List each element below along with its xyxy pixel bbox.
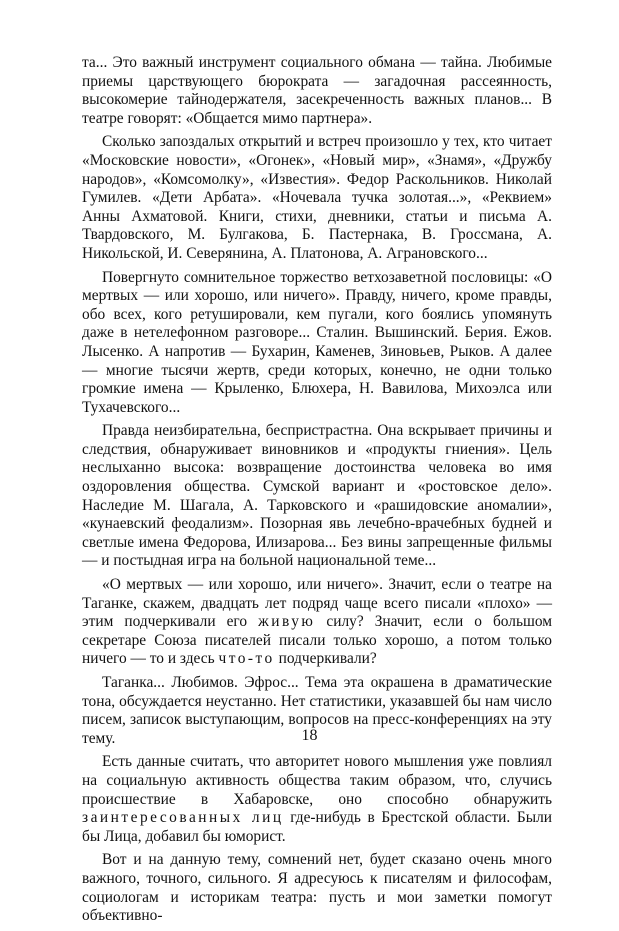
paragraph-3-text: Повергнуто сомнительное торжество ветхозаветной пословицы: «О мертвых — или хорошо, или ничего». Правду, ничего, кроме правды, обо всех, кого ретушировали, кем пугали, кого боялись упомянуть даже в нетелефонном разговоре... Сталин. Вышинский. Берия. Ежов. Лысенко. А напротив — Бухарин, Каменев, Зиновьев, Рыков. А далее — многие тысячи жертв, среди которых, конечно, не одни только громкие имена — Крыленко, Блюхера, Н. Вавилова, Михоэлса или Тухачевского...	[82, 268, 552, 416]
paragraph-4	[82, 422, 552, 571]
paragraph-8	[82, 851, 552, 925]
paragraph-8-text: Вот и на данную тему, сомнений нет, будет сказано очень много важного, точного, сильного. Я адресуюсь к писателям и философам, социологам и историкам театра: пусть и мои заметки помогут объективно-	[82, 851, 552, 925]
paragraph-4-text: Правда неизбирательна, беспристрастна. Она вскрывает причины и следствия, обнаруживает виновников и «продукты гниения». Цель неслыханно высока: возвращение достоинства человека во имя оздоровления общества. Сумской вариант и «ростовское дело». Наследие М. Шагала, А. Тарковского и «рашидовские аномалии», «кунаевский феодализм». Позорная явь лечебно-врачебных будней и светлые имена Федорова, Илизарова... Без вины запрещенные фильмы — и постыдная игра на больной национальной теме...	[82, 422, 552, 570]
paragraph-5-text-a: «О мертвых — или хорошо, или ничего». Значит, если о театре на Таганке, скажем, двадцать лет подряд чаще всего писали «плохо» — этим подчеркивали его	[82, 576, 552, 631]
paragraph-1	[82, 54, 552, 128]
emphasis-spaced-word: заинтересованных лиц	[82, 809, 284, 827]
emphasis-spaced-word: что-то	[218, 650, 275, 668]
paragraph-5-text-c: подчеркивали?	[274, 650, 377, 668]
paragraph-2-text: Сколько запоздалых открытий и встреч произошло у тех, кто читает «Московские новости», «Огонек», «Новый мир», «Знамя», «Дружбу народов», «Комсомолку», «Известия». Федор Раскольников. Николай Гумилев. «Дети Арбата». «Ночевала тучка золотая...», «Реквием» Анны Ахматовой. Книги, стихи, дневники, статьи и письма А. Твардовского, М. Булгакова, Б. Пастернака, В. Гроссмана, А. Никольской, И. Северянина, А. Платонова, А. Аграновского...	[82, 133, 552, 262]
page-number: 18	[301, 727, 318, 744]
paragraph-6-text: Таганка... Любимов. Эфрос... Тема эта окрашена в драматические тона, обсуждается неустанно. Нет статистики, указавшей бы нам число писем, записок выступающим, вопросов на пресс-конференциях на эту тему.	[82, 674, 552, 747]
emphasis-spaced-word: живую	[258, 613, 316, 631]
paragraph-2	[82, 133, 552, 263]
paragraph-5	[82, 576, 552, 669]
paragraph-1-text: та... Это важный инструмент социального обмана — тайна. Любимые приемы царствующего бюрократа — загадочная рассеянность, высокомерие тайнодержателя, засекреченность важных планов... В театре говорят: «Общается мимо партнера».	[82, 54, 552, 127]
document-page	[82, 54, 552, 931]
paragraph-7-text-b: где-нибудь в Брестской области. Были бы Лица, добавил бы юморист.	[82, 809, 552, 845]
paragraph-5-text-b: силу? Значит, если о большом секретаре Союза писателей писали только хорошо, а потом только ничего — то и здесь	[82, 613, 552, 668]
paragraph-3	[82, 269, 552, 418]
paragraph-7-text-a: Есть данные считать, что авторитет нового мышления уже повлиял на социальную активность общества таким образом, что, случись происшествие в Хабаровске, оно способно обнаружить	[82, 753, 552, 808]
